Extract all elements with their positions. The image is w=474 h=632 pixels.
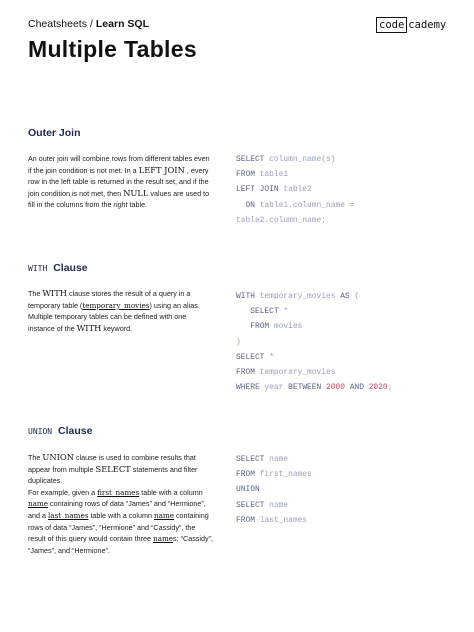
code-keyword: UNION xyxy=(236,485,260,495)
inline-code: WITH xyxy=(76,322,102,333)
desc-text: The xyxy=(28,453,41,462)
code-line xyxy=(236,365,456,380)
code-keyword: LEFT JOIN xyxy=(236,185,279,195)
breadcrumb-link-cheatsheets[interactable]: Cheatsheets xyxy=(28,18,87,30)
desc-text: table. xyxy=(129,200,148,210)
code-line xyxy=(236,452,456,467)
code-keyword: WHERE xyxy=(236,383,260,393)
code-line xyxy=(236,319,456,334)
code-line xyxy=(236,380,456,395)
section-heading-with-clause xyxy=(28,262,88,274)
code-number: 2020 xyxy=(368,383,388,393)
desc-text: , every row in the left table is returned in the result set, and if the join condition is not met, then xyxy=(28,165,209,198)
code-keyword: SELECT xyxy=(236,455,265,464)
code-keyword: FROM xyxy=(236,368,255,378)
outer-join-code-block xyxy=(236,152,456,228)
desc-text: table with a column xyxy=(90,510,152,520)
code-line xyxy=(236,198,456,213)
code-line xyxy=(236,213,456,228)
code-keyword: WITH xyxy=(236,292,255,301)
inline-code: last_names xyxy=(48,510,89,520)
codecademy-logo[interactable] xyxy=(376,17,446,33)
with-clause-code-block xyxy=(236,289,456,395)
desc-text: s: “Cassidy”, “James”, and “Hermione”. xyxy=(28,534,213,555)
code-keyword: SELECT xyxy=(236,155,265,164)
code-text: * xyxy=(264,352,274,362)
code-keyword: FROM xyxy=(250,322,270,332)
code-keyword: AS xyxy=(340,292,350,301)
code-keyword: AND xyxy=(349,383,364,393)
code-keyword: FROM xyxy=(236,470,255,480)
inline-code: SELECT xyxy=(95,463,131,474)
code-text: movies xyxy=(269,322,303,332)
code-text: year xyxy=(259,383,289,393)
desc-text: statements and filter duplicates. xyxy=(28,464,198,486)
inline-code: name xyxy=(153,534,174,544)
code-text: name xyxy=(264,500,289,510)
code-number: 2000 xyxy=(326,383,345,393)
code-line xyxy=(236,467,456,482)
code-keyword: SELECT xyxy=(250,307,279,317)
code-text: temporary_movies xyxy=(254,368,336,378)
desc-text: clause is used to combine results that appear from multiple xyxy=(28,453,196,474)
code-keyword: BETWEEN xyxy=(288,383,322,393)
heading-text: Clause xyxy=(58,425,93,437)
code-keyword: FROM xyxy=(236,170,255,180)
code-keyword: ON xyxy=(245,200,255,210)
heading-keyword: UNION xyxy=(28,427,53,436)
code-text: ; xyxy=(387,383,393,393)
code-text: name xyxy=(264,455,289,464)
logo-text: cademy xyxy=(408,19,447,31)
code-line xyxy=(236,167,456,182)
inline-code: name xyxy=(28,499,48,509)
code-line xyxy=(236,182,456,197)
desc-text: table with a column xyxy=(141,487,203,497)
desc-text: containing rows of data “James” and “Hermione”, and a xyxy=(28,499,206,520)
union-clause-description xyxy=(28,452,213,556)
desc-text: clause stores the result of a query in a temporary table ( xyxy=(28,289,191,310)
code-text: table2 xyxy=(278,185,312,195)
code-text: * xyxy=(278,307,289,317)
heading-text: Clause xyxy=(53,262,88,274)
inline-code: WITH xyxy=(42,288,67,298)
desc-emphasis: right xyxy=(113,200,128,210)
code-line xyxy=(236,304,456,319)
section-heading-outer-join: Outer Join xyxy=(28,127,81,139)
inline-code: first_names xyxy=(97,487,140,497)
heading-keyword: WITH xyxy=(28,264,48,273)
code-line xyxy=(236,513,456,528)
desc-text: The xyxy=(28,289,41,298)
code-keyword: FROM xyxy=(236,515,255,525)
page-title: Multiple Tables xyxy=(28,36,197,62)
code-text: last_names xyxy=(254,515,308,525)
code-line xyxy=(236,335,456,350)
code-text: table1 xyxy=(254,170,289,180)
inline-code: temporary_movies xyxy=(82,300,150,310)
logo-boxed-text: code xyxy=(376,17,407,33)
code-text: column_name(s) xyxy=(264,155,336,164)
section-heading-union-clause xyxy=(28,425,92,437)
code-text: ) xyxy=(236,337,241,347)
code-text xyxy=(236,307,250,316)
code-keyword: SELECT xyxy=(236,352,265,362)
breadcrumb-separator: / xyxy=(89,18,93,30)
code-text: temporary_movies xyxy=(254,292,341,301)
desc-text: keyword. xyxy=(103,323,133,333)
code-line xyxy=(236,350,456,365)
inline-code: NULL xyxy=(123,187,149,198)
code-line xyxy=(236,498,456,513)
code-line xyxy=(236,289,456,304)
union-clause-code-block xyxy=(236,452,456,528)
desc-text: containing rows of data “James”, “Hermione” and “Cassidy”, the result of this query would contain three xyxy=(28,510,209,544)
desc-text: For example, given a xyxy=(28,487,96,497)
with-clause-description xyxy=(28,288,213,334)
inline-code: name xyxy=(153,510,174,520)
breadcrumb xyxy=(28,18,149,30)
code-text: table1.column_name = xyxy=(254,200,355,210)
desc-text: ) using an alias. Multiple temporary tables can be defined with one instance of the xyxy=(28,300,200,333)
code-text: ( xyxy=(349,292,360,301)
code-text xyxy=(236,322,250,331)
code-keyword: SELECT xyxy=(236,500,265,510)
desc-text: values are used to fill in the columns from the xyxy=(28,188,210,210)
code-text: first_names xyxy=(254,470,312,480)
desc-text: An outer join will combine rows from different tables even if the join condition is not met. In a xyxy=(28,154,210,175)
code-line xyxy=(236,152,456,167)
code-text: table2.column_name; xyxy=(236,215,326,225)
outer-join-description xyxy=(28,153,213,211)
inline-code: LEFT JOIN xyxy=(138,164,185,175)
breadcrumb-current[interactable]: Learn SQL xyxy=(95,18,149,30)
inline-code: UNION xyxy=(42,452,74,462)
code-line xyxy=(236,482,456,497)
